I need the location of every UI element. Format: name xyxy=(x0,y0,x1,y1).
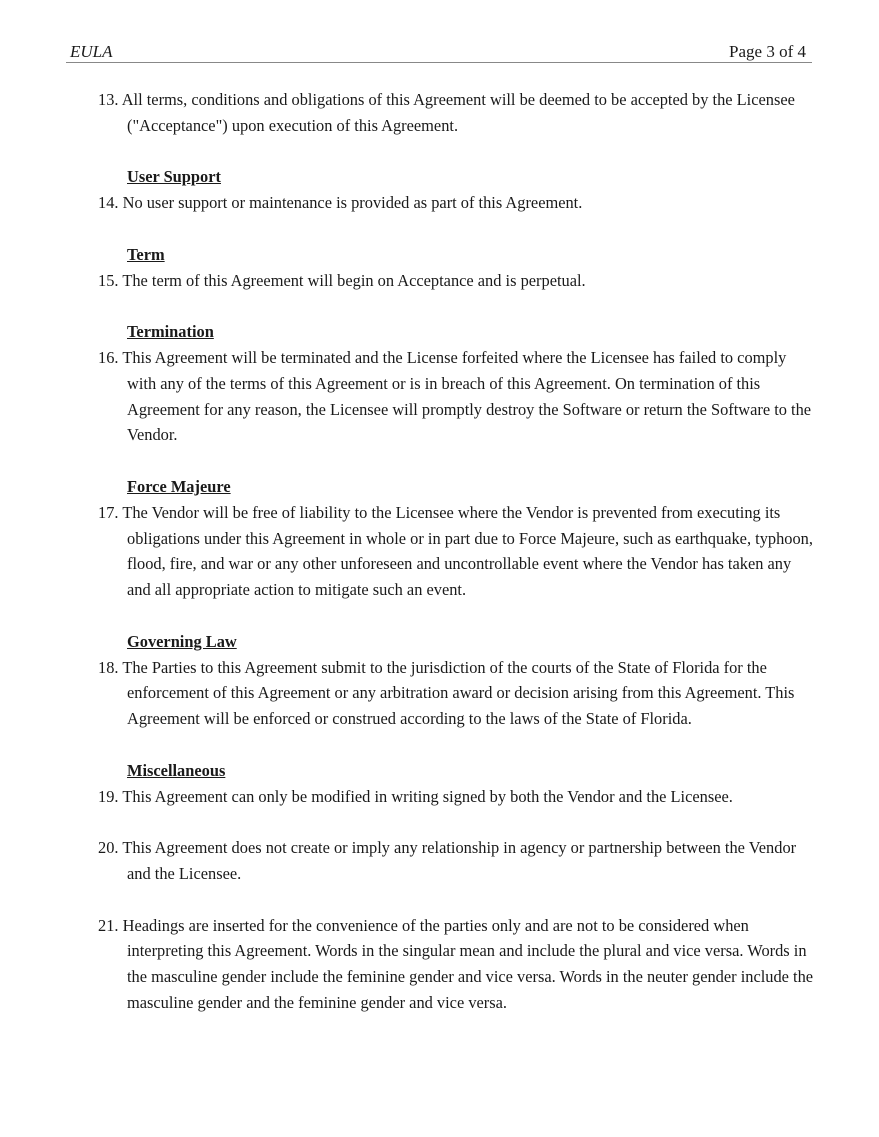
spacer xyxy=(98,293,818,319)
spacer xyxy=(98,603,818,629)
clause-text: Headings are inserted for the convenience of the parties only and are not to be considered when interpreting this Agreement. Words in the singular mean and include the plural and vice versa. Words in the masculine gender include the feminine gender and vice versa. Words in the neuter gender include the masculine gender and the feminine gender and vice versa. xyxy=(122,915,814,1012)
clause xyxy=(98,87,818,139)
section-heading: Term xyxy=(127,244,165,264)
clause-text: This Agreement will be terminated and the License forfeited where the Licensee has failed to comply with any of the terms of this Agreement or is in breach of this Agreement. On termination of this Agreement for any reason, the Licensee will promptly destroy the Software or return the Software to the Vendor. xyxy=(122,347,812,445)
clause-text: No user support or maintenance is provided as part of this Agreement. xyxy=(122,193,583,213)
page-number: Page 3 of 4 xyxy=(729,42,806,61)
spacer xyxy=(98,139,818,165)
clause-number: 19. xyxy=(98,786,119,806)
clause-text: The Vendor will be free of liability to the Licensee where the Vendor is prevented from executing its obligations under this Agreement in whole or in part due to Force Majeure, such as earthquake, typhoon, flood, fire, and war or any other unforeseen and uncontrollable event where the Vendor has taken any and all appropriate action to mitigate such an event. xyxy=(122,502,813,600)
clause-number: 17. xyxy=(98,502,119,522)
document-body xyxy=(98,87,818,1016)
clause-text: This Agreement does not create or imply any relationship in agency or partnership between the Vendor and the Licensee. xyxy=(122,838,797,883)
section-heading: Governing Law xyxy=(127,631,237,651)
spacer xyxy=(98,887,818,913)
clause-number: 21. xyxy=(98,915,119,935)
clause-number: 15. xyxy=(98,270,119,290)
spacer xyxy=(98,448,818,474)
clause xyxy=(98,268,818,294)
clause-number: 14. xyxy=(98,193,119,213)
clause xyxy=(98,655,818,732)
clause-text: This Agreement can only be modified in writing signed by both the Vendor and the Licensee. xyxy=(122,786,733,806)
section-heading: Termination xyxy=(127,322,214,342)
section-heading: Force Majeure xyxy=(127,476,231,496)
spacer xyxy=(98,732,818,758)
spacer xyxy=(98,809,818,835)
clause-number: 13. xyxy=(98,90,119,109)
spacer xyxy=(98,216,818,242)
clause xyxy=(98,190,818,216)
clause xyxy=(98,784,818,810)
clause-text: All terms, conditions and obligations of this Agreement will be deemed to be accepted by the Licensee ("Acceptance") upon execution of this Agreement. xyxy=(121,90,795,135)
clause-number: 20. xyxy=(98,838,119,858)
section-heading: Miscellaneous xyxy=(127,760,226,780)
clause-text: The term of this Agreement will begin on Acceptance and is perpetual. xyxy=(122,270,586,290)
document-title: EULA xyxy=(70,42,113,61)
clause xyxy=(98,345,818,448)
clause-number: 16. xyxy=(98,347,119,367)
clause xyxy=(98,835,818,887)
clause-number: 18. xyxy=(98,657,119,677)
clause xyxy=(98,913,818,1016)
clause xyxy=(98,500,818,603)
page-header xyxy=(66,40,812,63)
clause-text: The Parties to this Agreement submit to the jurisdiction of the courts of the State of Florida for the enforcement of this Agreement or any arbitration award or decision arising from this Agreement. This Agreement will be enforced or construed according to the laws of the State of Florida. xyxy=(122,657,795,729)
section-heading: User Support xyxy=(127,167,221,187)
